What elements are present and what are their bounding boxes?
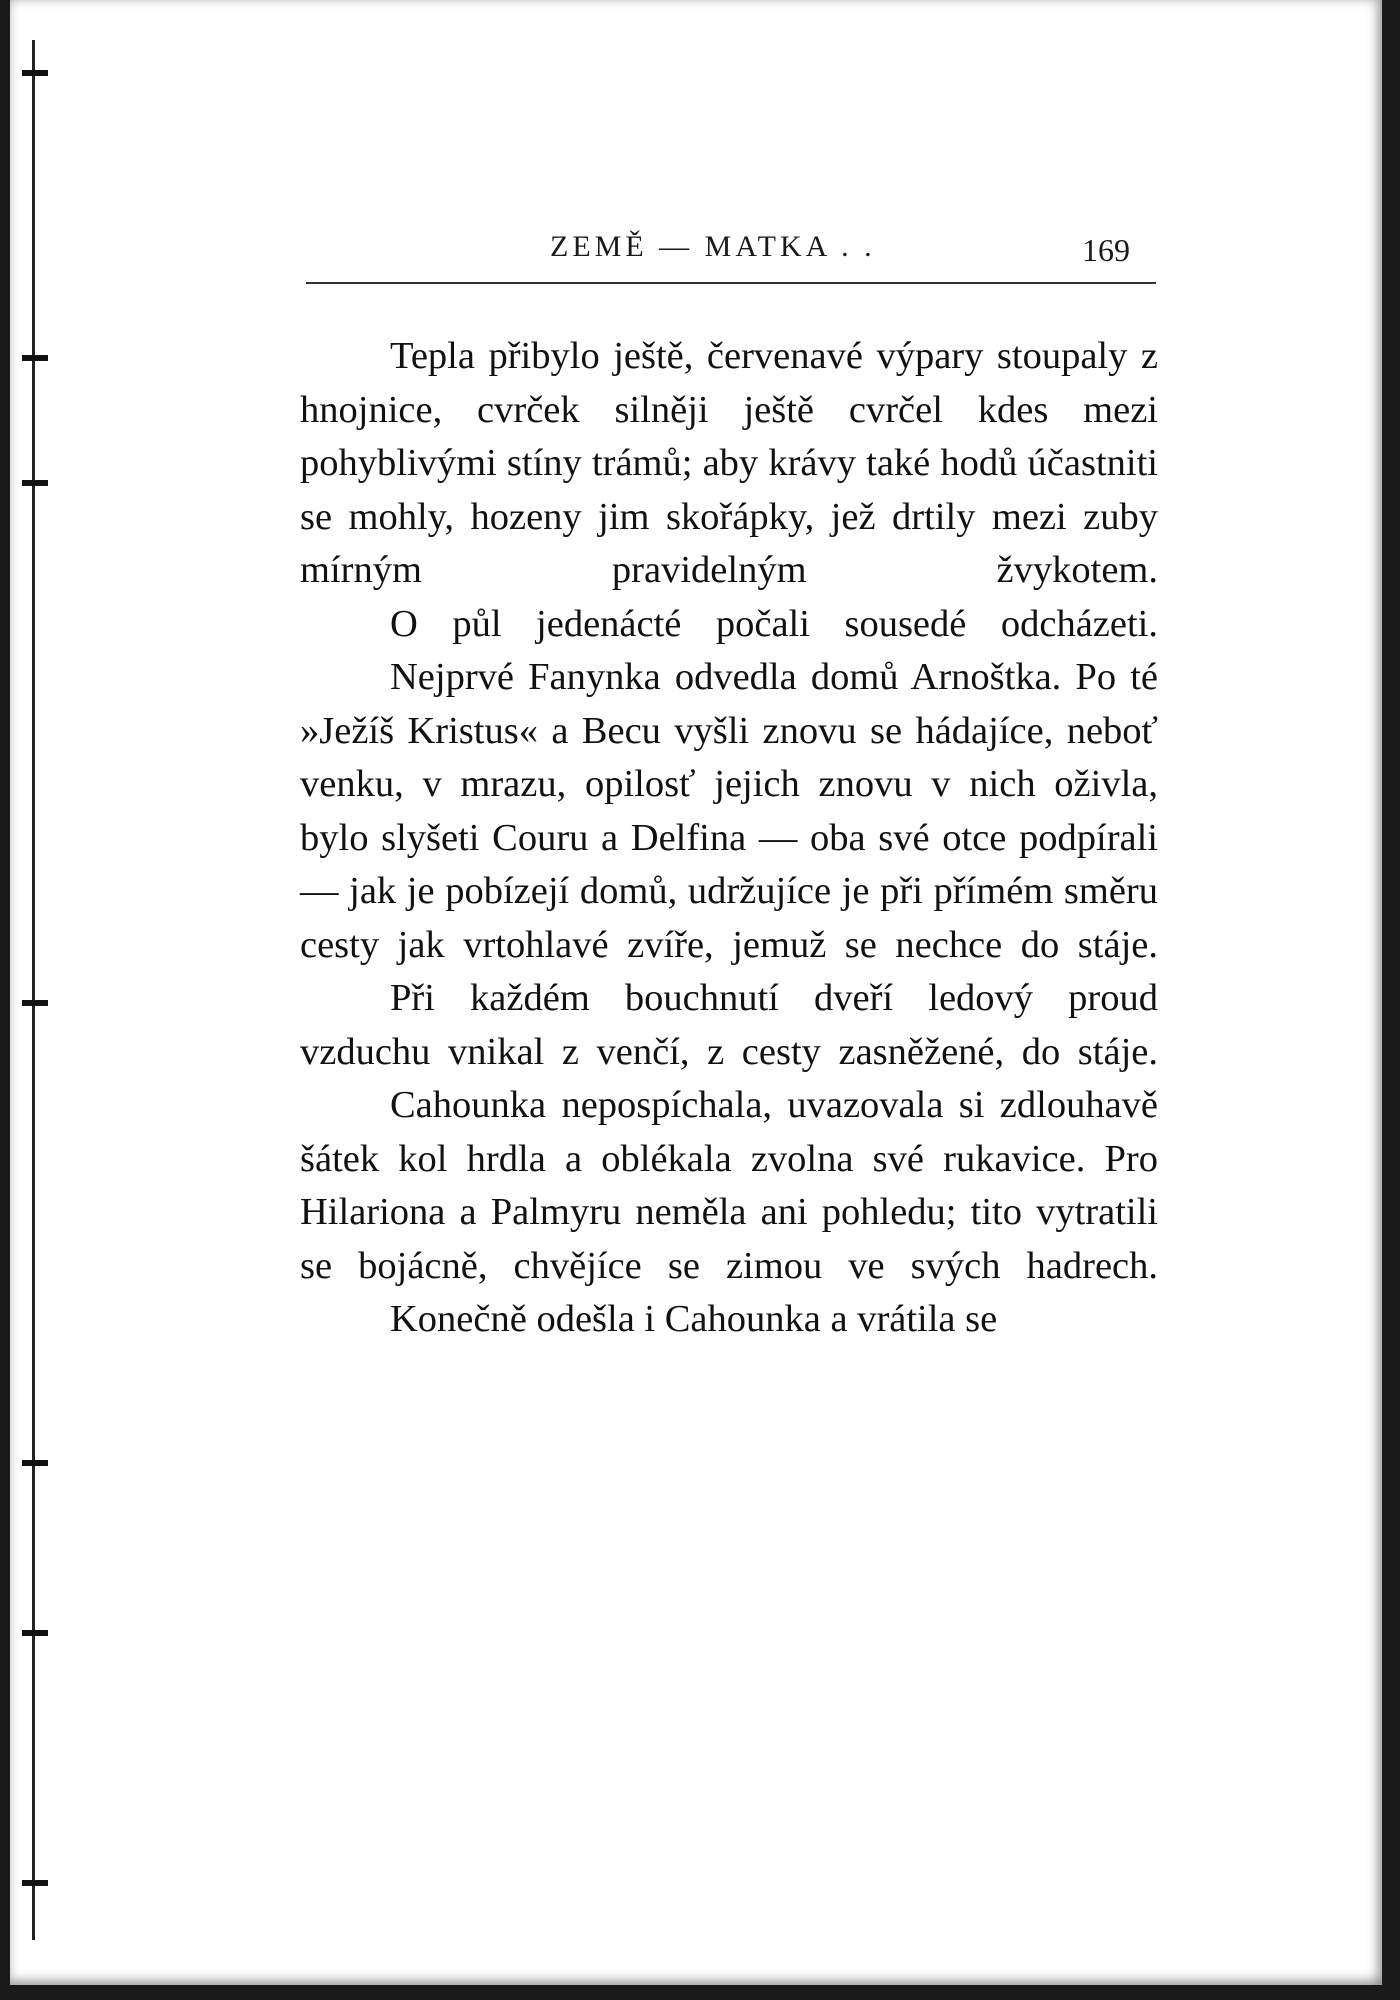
page-number: 169 <box>1082 232 1130 268</box>
binding-stitch <box>22 1880 48 1886</box>
paragraph: Tepla přibylo ještě, červenavé výpary stoupaly z hnojnice, cvrček silněji ještě cvrčel kdes mezi pohyblivými stíny trámů; aby krávy také hodů účastniti se mohly, hozeny jim skořápky, jež drtily mezi zuby mírným pravidelným žvykotem. <box>300 335 1158 591</box>
binding-stitch <box>22 1460 48 1466</box>
binding-stitch <box>22 355 48 361</box>
binding-stitch <box>22 1630 48 1636</box>
running-head: ZEMĚ — MATKA . . <box>550 230 876 263</box>
book-page <box>10 0 1382 1985</box>
header-rule <box>306 282 1156 284</box>
paragraph: Cahounka nepospíchala, uvazovala si zdlouhavě šátek kol hrdla a oblékala zvolna své rukavice. Pro Hilariona a Palmyru neměla ani pohledu; tito vytratili se bojácně, chvějíce se zimou ve svých hadrech. <box>300 1084 1158 1287</box>
binding-stitch <box>22 480 48 486</box>
text-body <box>300 330 1158 1347</box>
paragraph: Konečně odešla i Cahounka a vrátila se <box>390 1298 998 1340</box>
paragraph: Nejprvé Fanynka odvedla domů Arnoštka. Po té »Ježíš Kristus« a Becu vyšli znovu se hádajíce, neboť venku, v mrazu, opilosť jejich znovu v nich oživla, bylo slyšeti Couru a Delfina — oba své otce podpírali — jak je pobízejí domů, udržujíce je při přímém směru cesty jak vrtohlavé zvíře, jemuž se nechce do stáje. <box>300 656 1158 966</box>
binding-edge <box>32 40 35 1940</box>
binding-stitch <box>22 70 48 76</box>
paragraph: O půl jedenácté počali sousedé odcházeti. <box>390 602 1158 645</box>
paragraph: Při každém bouchnutí dveří ledový proud vzduchu vnikal z venčí, z cesty zasněžené, do stáje. <box>300 977 1158 1073</box>
binding-stitch <box>22 1000 48 1006</box>
